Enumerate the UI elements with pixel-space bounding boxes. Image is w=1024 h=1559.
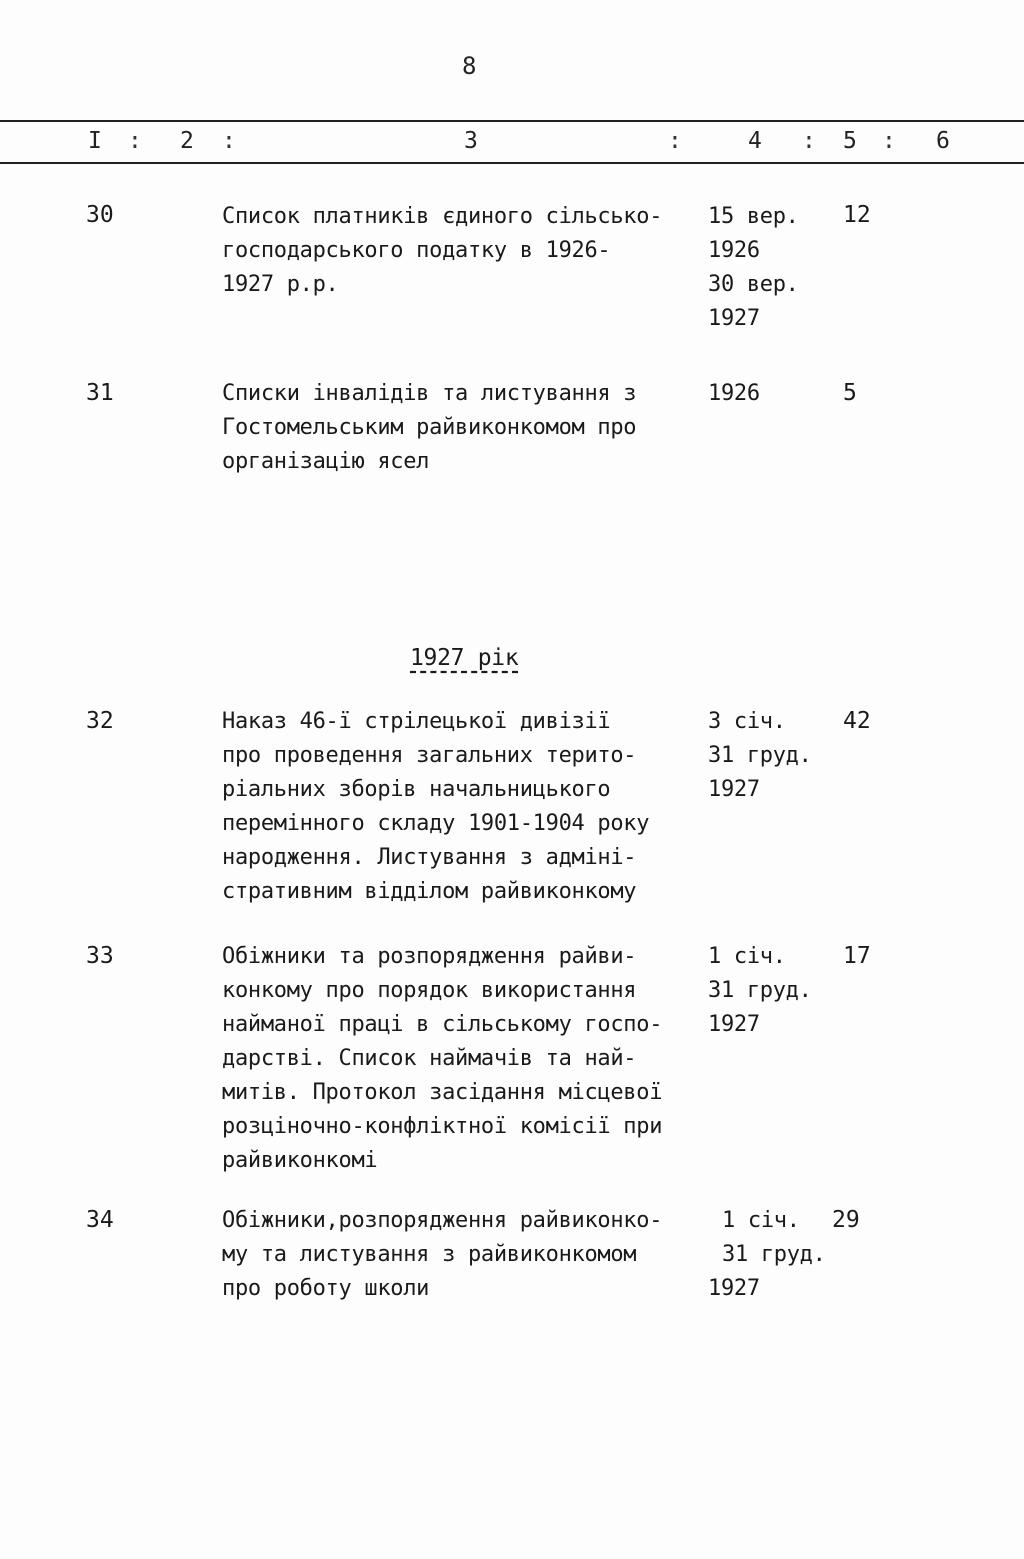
entry-sheet-count: 5 [843,380,857,406]
entry-number: 34 [86,1207,114,1233]
entry-title: Списки інвалідів та листування з Гостомельським райвиконкомом про організацію ясел [222,381,637,474]
entry-number: 30 [86,202,114,228]
entry-title: Список платників єдиного сільсько- господарського податку в 1926- 1927 р.р. [222,204,663,297]
entry-sheet-count: 42 [843,708,871,734]
column-header-6: 6 [936,128,950,154]
entry-dates: 15 вер. 1926 30 вер. 1927 [708,204,799,331]
column-separator: : [802,128,816,154]
entry-dates: 1926 [708,381,760,406]
entry-number: 32 [86,708,114,734]
entry-dates: 1 січ. 31 груд. 1927 [708,1208,826,1301]
entry-dates: 3 січ. 31 груд. 1927 [708,709,812,802]
column-separator: : [882,128,896,154]
entry-number: 33 [86,943,114,969]
column-header-2: 2 [180,128,194,154]
header-bottom-rule [0,162,1024,164]
entry-sheet-count: 17 [843,943,871,969]
column-separator: : [668,128,682,154]
entry-sheet-count: 12 [843,202,871,228]
entry-title: Обіжники та розпорядження райви- конкому про порядок використання найманої праці в сільському госпо- дарстві. Список наймачів та най- митів. Протокол засідання місцевої розціночно-конфліктної комісії при райвиконкомі [222,944,663,1173]
page-number: 8 [462,52,477,80]
header-top-rule [0,120,1024,122]
column-separator: : [222,128,236,154]
entry-sheet-count: 29 [832,1207,860,1233]
column-header-5: 5 [843,128,857,154]
entry-number: 31 [86,380,114,406]
column-header-3: 3 [464,128,478,154]
column-header-1: I [88,128,102,154]
entry-dates: 1 січ. 31 груд. 1927 [708,944,812,1037]
column-separator: : [128,128,142,154]
entry-title: Наказ 46-ї стрілецької дивізії про проведення загальних терито- ріальних зборів начальницького перемінного складу 1901-1904 року народження. Листування з адміні- стративним відділом райвиконкому [222,709,650,904]
section-heading-1927: 1927 рік [410,645,519,671]
column-header-4: 4 [748,128,762,154]
entry-title: Обіжники,розпорядження райвиконко- му та листування з райвиконкомом про роботу школи [222,1208,663,1301]
